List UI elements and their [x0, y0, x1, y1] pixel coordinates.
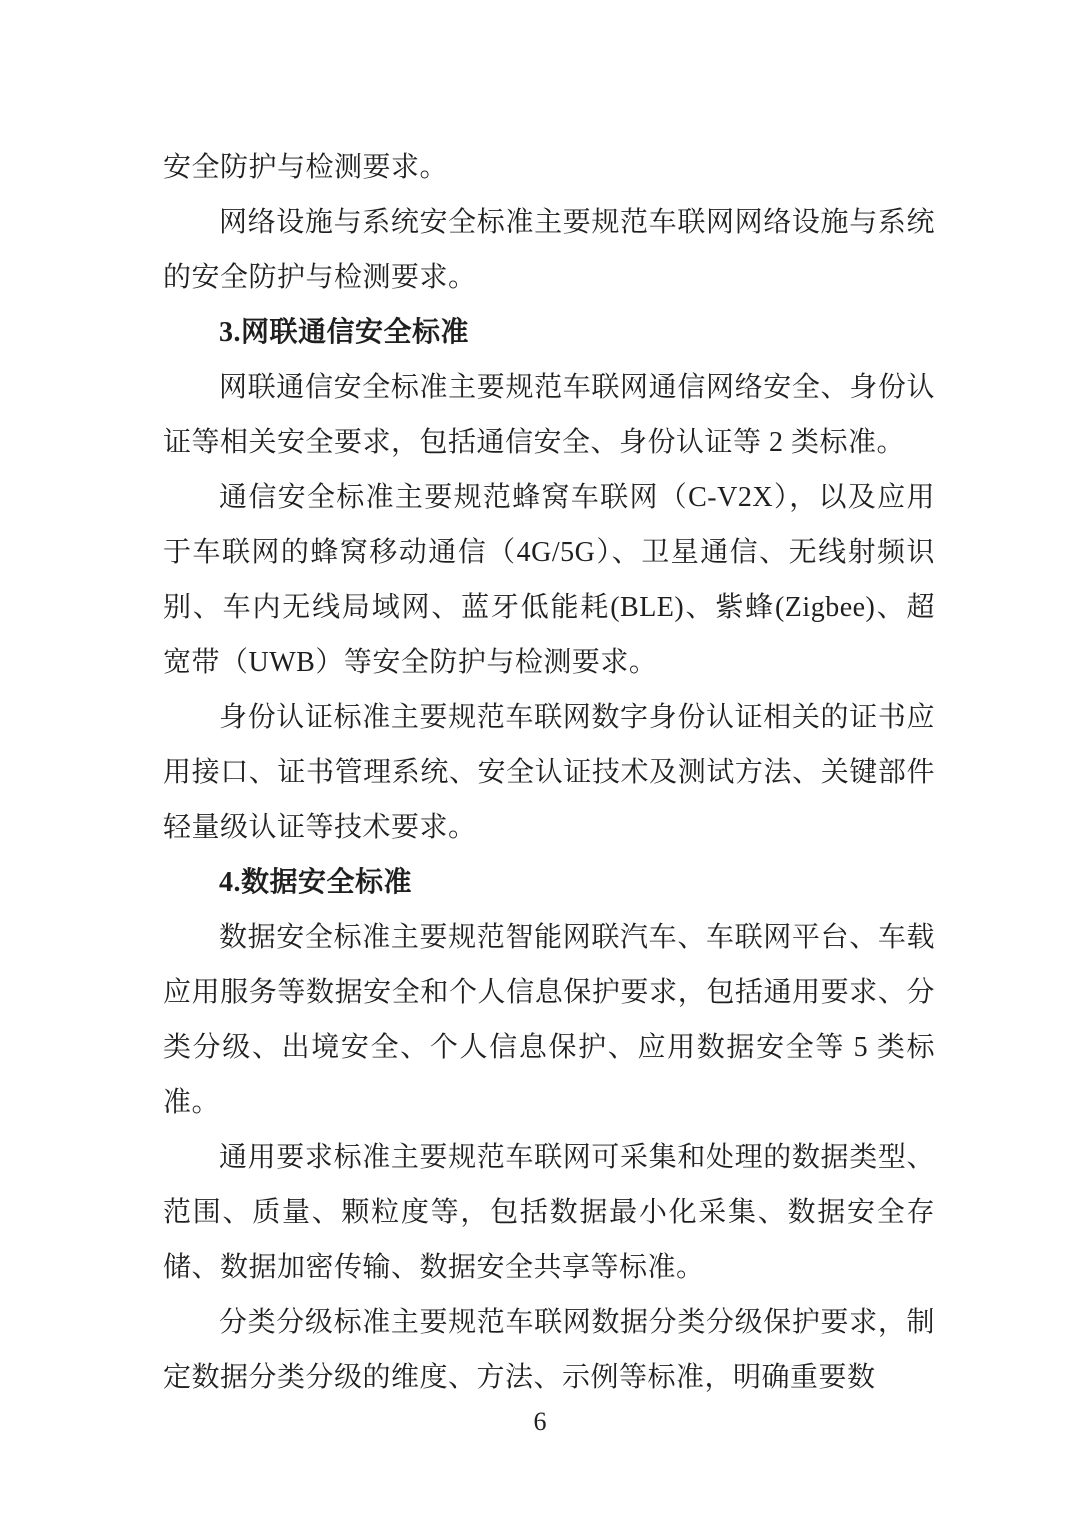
paragraph-comm-security-standards: 通信安全标准主要规范蜂窝车联网（C-V2X），以及应用于车联网的蜂窝移动通信（4G/5G）、卫星通信、无线射频识别、车内无线局域网、蓝牙低能耗(BLE)、紫蜂(Zigbee)、超宽带（UWB）等安全防护与检测要求。 [163, 482, 935, 678]
paragraph-continuation: 安全防护与检测要求。 [163, 152, 449, 183]
paragraph-data-security-overview: 数据安全标准主要规范智能网联汽车、车联网平台、车载应用服务等数据安全和个人信息保护要求，包括通用要求、分类分级、出境安全、个人信息保护、应用数据安全等 5 类标准。 [163, 922, 935, 1118]
page-number: 6 [533, 1407, 547, 1436]
paragraph-connected-comm-overview: 网联通信安全标准主要规范车联网通信网络安全、身份认证等相关安全要求，包括通信安全、身份认证等 2 类标准。 [163, 372, 935, 458]
paragraph-identity-auth-standards: 身份认证标准主要规范车联网数字身份认证相关的证书应用接口、证书管理系统、安全认证技术及测试方法、关键部件轻量级认证等技术要求。 [163, 702, 935, 843]
paragraph-classification-grading-standards: 分类分级标准主要规范车联网数据分类分级保护要求，制定数据分类分级的维度、方法、示例等标准，明确重要数 [163, 1307, 935, 1393]
heading-section-3-connected-comm-security: 3.网联通信安全标准 [219, 317, 470, 348]
paragraph-network-facilities: 网络设施与系统安全标准主要规范车联网网络设施与系统的安全防护与检测要求。 [163, 207, 935, 293]
heading-section-4-data-security: 4.数据安全标准 [219, 867, 413, 898]
page-body [163, 140, 935, 1405]
paragraph-general-requirements-standards: 通用要求标准主要规范车联网可采集和处理的数据类型、范围、质量、颗粒度等，包括数据最小化采集、数据安全存储、数据加密传输、数据安全共享等标准。 [163, 1142, 935, 1283]
